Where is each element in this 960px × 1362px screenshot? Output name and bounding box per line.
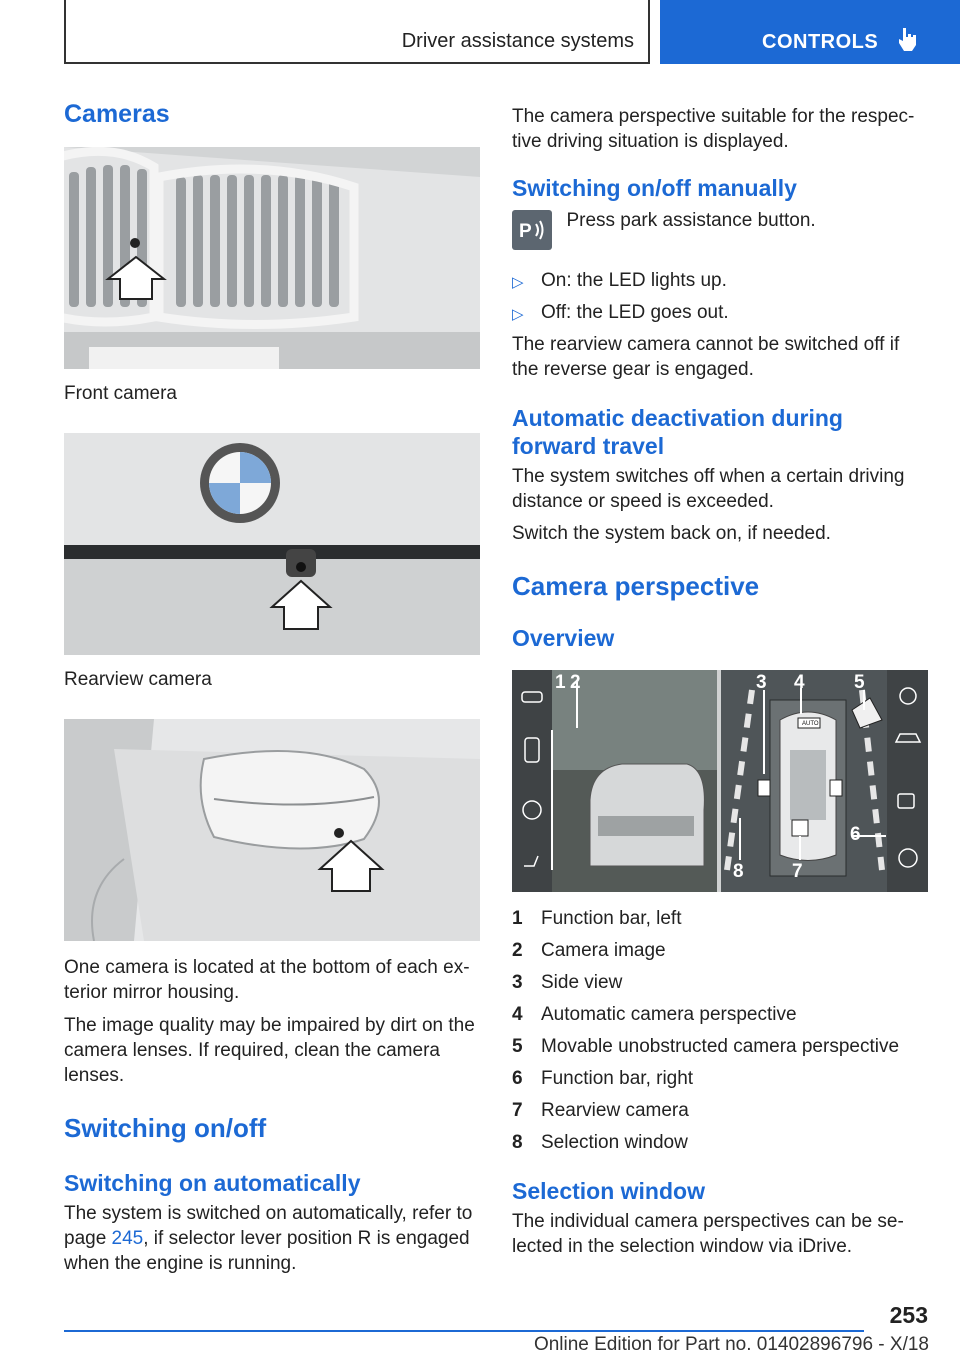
- legend-number: 1: [512, 908, 523, 929]
- cameras-heading: Cameras: [64, 100, 170, 128]
- park-assist-row: [512, 210, 928, 256]
- legend-number: 3: [512, 972, 523, 993]
- camera-overview-figure: [512, 670, 928, 892]
- legend-number: 6: [512, 1068, 523, 1089]
- page-link-245[interactable]: 245: [111, 1228, 144, 1249]
- legend-text: Function bar, right: [541, 1068, 694, 1089]
- switching-automatically-heading: Switching on automatically: [64, 1170, 361, 1196]
- legend-item: [512, 938, 928, 963]
- rearview-camera-caption: Rearview camera: [64, 669, 212, 690]
- callout-1: 1: [555, 672, 566, 693]
- callout-7: 7: [792, 861, 803, 882]
- overview-legend: [512, 906, 928, 1155]
- header-chapter-title: CONTROLS: [762, 31, 879, 53]
- auto-text-start: The system is switched on automatically, refer to page: [64, 1203, 473, 1249]
- list-item: [512, 300, 928, 325]
- legend-item: [512, 1002, 928, 1027]
- left-column: [64, 100, 482, 1276]
- selection-window-heading: Selection window: [512, 1178, 705, 1204]
- callout-4: 4: [794, 672, 805, 693]
- left-function-bar: [512, 670, 552, 892]
- legend-text: Side view: [541, 972, 623, 993]
- legend-item: [512, 970, 928, 995]
- bullet-text: Off: the LED goes out.: [541, 302, 729, 323]
- legend-number: 2: [512, 940, 523, 961]
- callout-8: 8: [733, 861, 744, 882]
- legend-item: [512, 1034, 928, 1059]
- manual-switching-heading: Switching on/off manually: [512, 175, 797, 201]
- bullet-text: On: the LED lights up.: [541, 270, 727, 291]
- callout-5: 5: [854, 672, 865, 693]
- header-section-title: Driver assistance systems: [401, 30, 634, 52]
- pointing-hand-icon: [896, 26, 920, 52]
- header-section-box: [64, 0, 650, 64]
- legend-number: 4: [512, 1004, 523, 1025]
- legend-item: [512, 906, 928, 931]
- park-assistance-button-text: Press park assistance button.: [566, 210, 816, 231]
- legend-text: Automatic camera perspective: [541, 1004, 797, 1025]
- front-camera-caption: Front camera: [64, 383, 177, 404]
- legend-text: Camera image: [541, 940, 666, 961]
- switching-automatically-text: [64, 1201, 482, 1276]
- callout-2: 2: [570, 672, 581, 693]
- rearview-off-text: The rearview camera cannot be switched off if the reverse gear is engaged.: [512, 334, 900, 380]
- legend-number: 7: [512, 1100, 523, 1121]
- legend-text: Movable unobstructed camera perspective: [541, 1036, 900, 1057]
- legend-text: Rearview camera: [541, 1100, 689, 1121]
- svg-text:P: P: [519, 221, 532, 242]
- front-camera-figure: [64, 147, 480, 369]
- switching-heading: Switching on/off: [64, 1113, 267, 1143]
- camera-perspective-heading: Camera perspective: [512, 571, 760, 601]
- led-status-list: [512, 268, 928, 325]
- page-number: 253: [889, 1302, 928, 1328]
- legend-text: Function bar, left: [541, 908, 682, 929]
- selection-window-text: The individual camera perspectives can be se-lected in the selection window via iDrive.: [512, 1211, 904, 1257]
- header-chapter-tab[interactable]: [660, 0, 960, 64]
- auto-deactivation-heading: Automatic deactivation during forward travel: [512, 405, 843, 459]
- auto-badge-text: AUTO: [802, 721, 819, 727]
- list-item: [512, 268, 928, 293]
- auto-text-end: , if selector lever position R is engaged when the engine is running.: [64, 1228, 470, 1274]
- right-column: [512, 100, 928, 1259]
- legend-number: 5: [512, 1036, 523, 1057]
- perspective-intro-text: The camera perspective suitable for the respec-tive driving situation is displayed.: [512, 106, 915, 152]
- mirror-camera-figure: [64, 719, 480, 941]
- callout-6: 6: [850, 824, 861, 845]
- image-quality-text: The image quality may be impaired by dirt on the camera lenses. If required, clean the camera lenses.: [64, 1015, 475, 1086]
- bullet-triangle-icon: ▷: [512, 306, 524, 323]
- callout-3: 3: [756, 672, 767, 693]
- rearview-camera-figure: [64, 433, 480, 655]
- legend-number: 8: [512, 1132, 523, 1153]
- auto-deactivation-text: The system switches off when a certain driving distance or speed is exceeded.: [512, 466, 905, 512]
- footer-edition: Online Edition for Part no. 01402896796 - X/18: [533, 1334, 929, 1355]
- legend-text: Selection window: [541, 1132, 688, 1153]
- overview-heading: Overview: [512, 625, 615, 651]
- legend-item: [512, 1066, 928, 1091]
- bullet-triangle-icon: ▷: [512, 274, 524, 291]
- park-assistance-button-icon: [512, 210, 552, 250]
- mirror-camera-text: One camera is located at the bottom of each ex-terior mirror housing.: [64, 957, 470, 1003]
- legend-item: [512, 1098, 928, 1123]
- legend-item: [512, 1130, 928, 1155]
- footer-divider: [64, 1330, 864, 1332]
- switch-back-text: Switch the system back on, if needed.: [512, 523, 831, 544]
